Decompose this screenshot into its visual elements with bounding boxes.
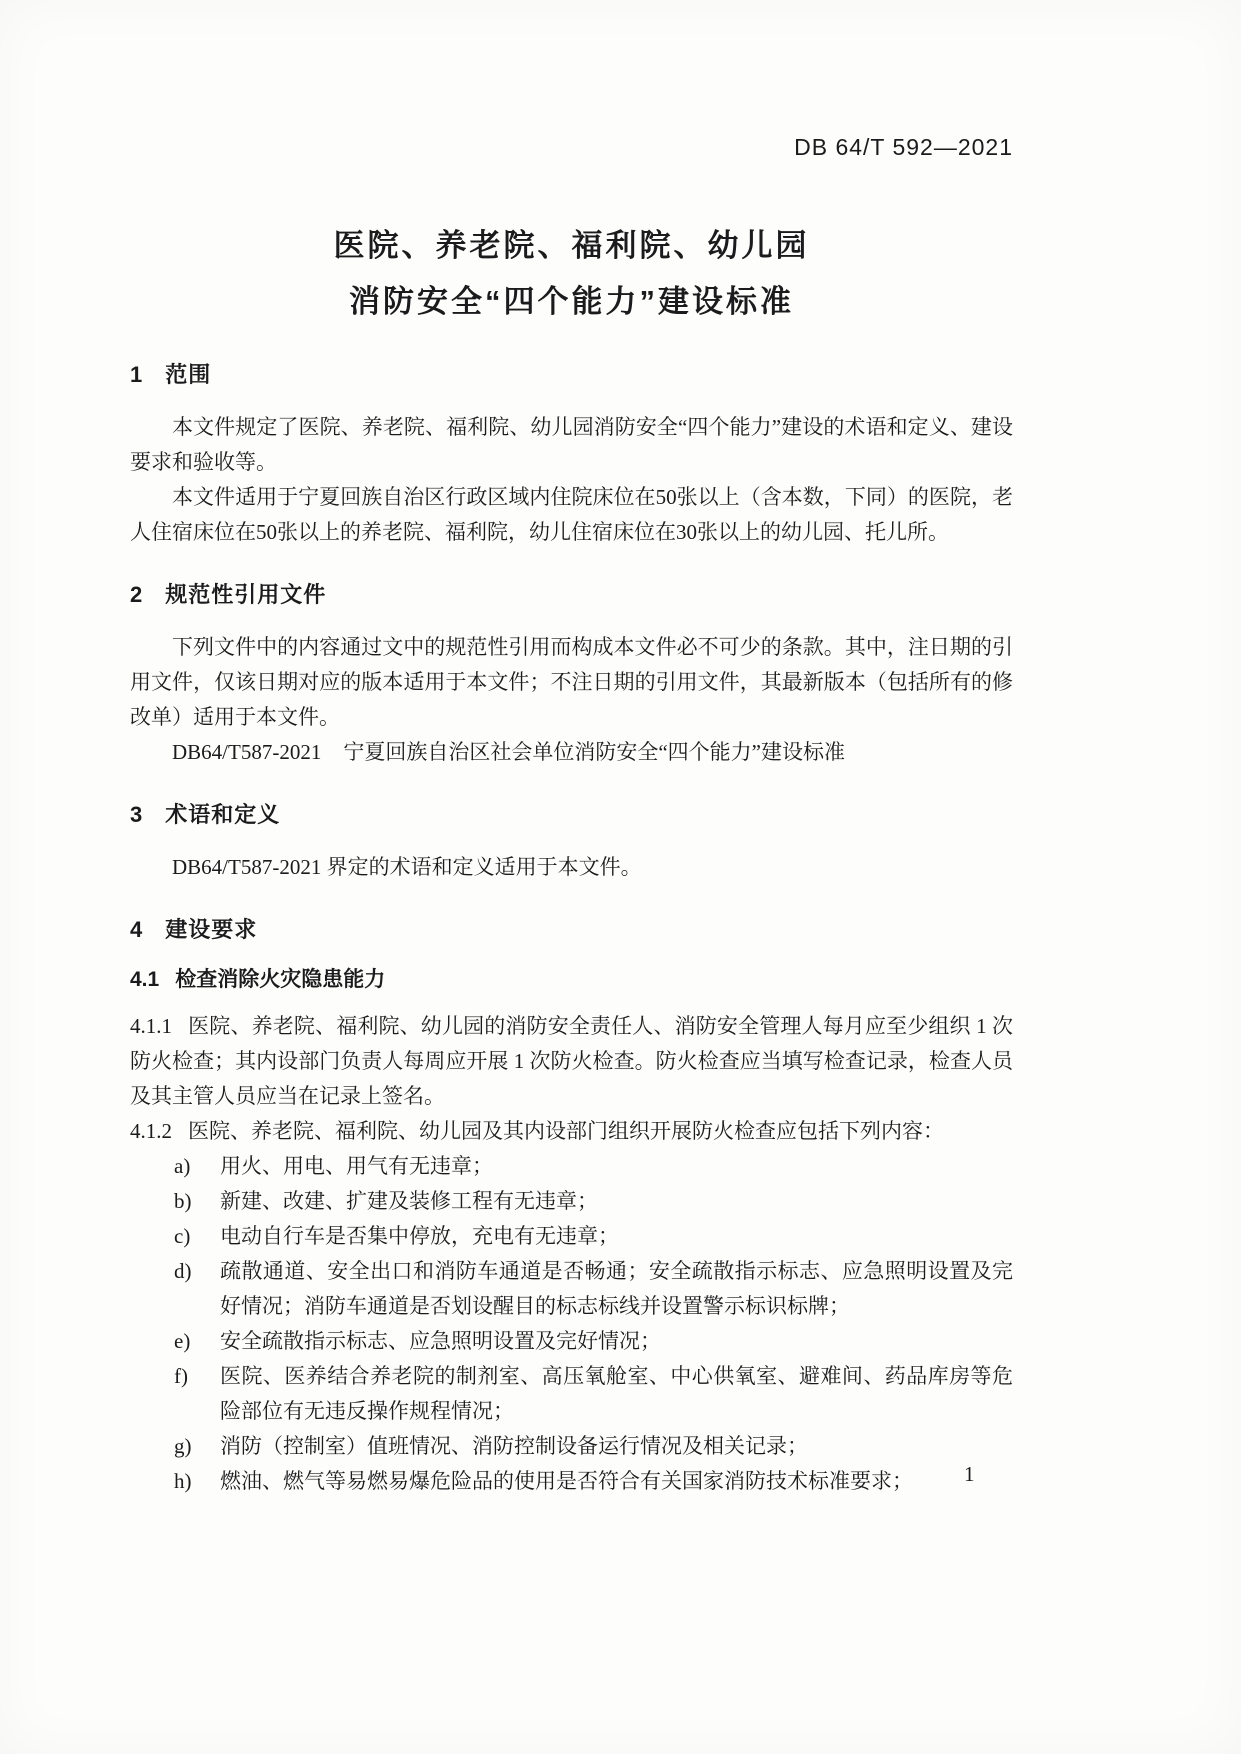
list-item-label: e) <box>174 1329 191 1353</box>
list-item <box>130 1254 1013 1324</box>
section-3-paragraph-1: DB64/T587-2021 界定的术语和定义适用于本文件。 <box>172 855 642 879</box>
section-3-number: 3 <box>130 802 144 827</box>
section-1-paragraph-1: 本文件规定了医院、养老院、福利院、幼儿园消防安全“四个能力”建设的术语和定义、建设要求和验收等。 <box>130 415 1013 474</box>
normative-reference <box>130 735 1013 770</box>
list-item-text: 医院、医养结合养老院的制剂室、高压氧舱室、中心供氧室、避难间、药品库房等危险部位有无违反操作规程情况； <box>220 1364 1013 1423</box>
section-2-paragraph-1: 下列文件中的内容通过文中的规范性引用而构成本文件必不可少的条款。其中，注日期的引用文件，仅该日期对应的版本适用于本文件；不注日期的引用文件，其最新版本（包括所有的修改单）适用于本文件。 <box>130 635 1013 729</box>
list-item-label: c) <box>174 1224 191 1248</box>
normative-reference-title: 宁夏回族自治区社会单位消防安全“四个能力”建设标准 <box>343 740 845 764</box>
section-4-number: 4 <box>130 917 144 942</box>
section-1-heading <box>130 360 1013 390</box>
clause-4-1-2 <box>130 1114 1013 1149</box>
normative-reference-code: DB64/T587-2021 <box>172 740 322 764</box>
section-4-1-heading <box>130 965 1013 995</box>
section-2-title: 规范性引用文件 <box>165 582 327 607</box>
section-2-heading <box>130 580 1013 610</box>
list-item <box>130 1429 1013 1464</box>
list-item-label: h) <box>174 1469 192 1493</box>
list-item-text: 消防（控制室）值班情况、消防控制设备运行情况及相关记录； <box>220 1434 808 1458</box>
list-item-label: g) <box>174 1434 192 1458</box>
list-item-text: 新建、改建、扩建及装修工程有无违章； <box>220 1189 598 1213</box>
section-4-heading <box>130 915 1013 945</box>
section-2-number: 2 <box>130 582 144 607</box>
inspection-checklist <box>130 1149 1013 1499</box>
list-item-label: f) <box>174 1364 188 1388</box>
section-4-1-number: 4.1 <box>130 968 160 991</box>
list-item <box>130 1219 1013 1254</box>
list-item-text: 电动自行车是否集中停放，充电有无违章； <box>220 1224 619 1248</box>
list-item-text: 疏散通道、安全出口和消防车通道是否畅通；安全疏散指示标志、应急照明设置及完好情况；消防车通道是否划设醒目的标志标线并设置警示标识标牌； <box>220 1259 1013 1318</box>
section-4-title: 建设要求 <box>165 917 258 942</box>
page-number: 1 <box>964 1462 975 1486</box>
section-1-paragraph-2: 本文件适用于宁夏回族自治区行政区域内住院床位在50张以上（含本数，下同）的医院，老人住宿床位在50张以上的养老院、福利院，幼儿住宿床位在30张以上的幼儿园、托儿所。 <box>130 485 1013 544</box>
clause-4-1-1 <box>130 1009 1013 1114</box>
section-1-title: 范围 <box>165 362 212 387</box>
list-item <box>130 1184 1013 1219</box>
list-item-text: 用火、用电、用气有无违章； <box>220 1154 493 1178</box>
document-title-line-2: 消防安全“四个能力”建设标准 <box>349 284 794 319</box>
list-item-label: d) <box>174 1259 192 1283</box>
section-3-title: 术语和定义 <box>165 802 281 827</box>
section-3-heading <box>130 800 1013 830</box>
clause-4-1-2-text: 医院、养老院、福利院、幼儿园及其内设部门组织开展防火检查应包括下列内容： <box>188 1119 944 1143</box>
section-1-number: 1 <box>130 362 144 387</box>
clause-4-1-1-number: 4.1.1 <box>130 1014 172 1038</box>
document-title-line-1: 医院、养老院、福利院、幼儿园 <box>333 228 810 263</box>
section-4-1-title: 检查消除火灾隐患能力 <box>175 968 386 991</box>
list-item-text: 燃油、燃气等易燃易爆危险品的使用是否符合有关国家消防技术标准要求； <box>220 1469 913 1493</box>
list-item-text: 安全疏散指示标志、应急照明设置及完好情况； <box>220 1329 661 1353</box>
clause-4-1-1-text: 医院、养老院、福利院、幼儿园的消防安全责任人、消防安全管理人每月应至少组织 1 次防火检查；其内设部门负责人每周应开展 1 次防火检查。防火检查应当填写检查记录，检查人员及其主管人员应当在记录上签名。 <box>130 1014 1013 1108</box>
list-item <box>130 1464 1013 1499</box>
standard-code: DB 64/T 592—2021 <box>794 134 1013 160</box>
clause-4-1-2-number: 4.1.2 <box>130 1119 172 1143</box>
list-item-label: b) <box>174 1189 192 1213</box>
list-item <box>130 1149 1013 1184</box>
document-title <box>130 218 1013 330</box>
list-item <box>130 1324 1013 1359</box>
list-item <box>130 1359 1013 1429</box>
list-item-label: a) <box>174 1154 191 1178</box>
